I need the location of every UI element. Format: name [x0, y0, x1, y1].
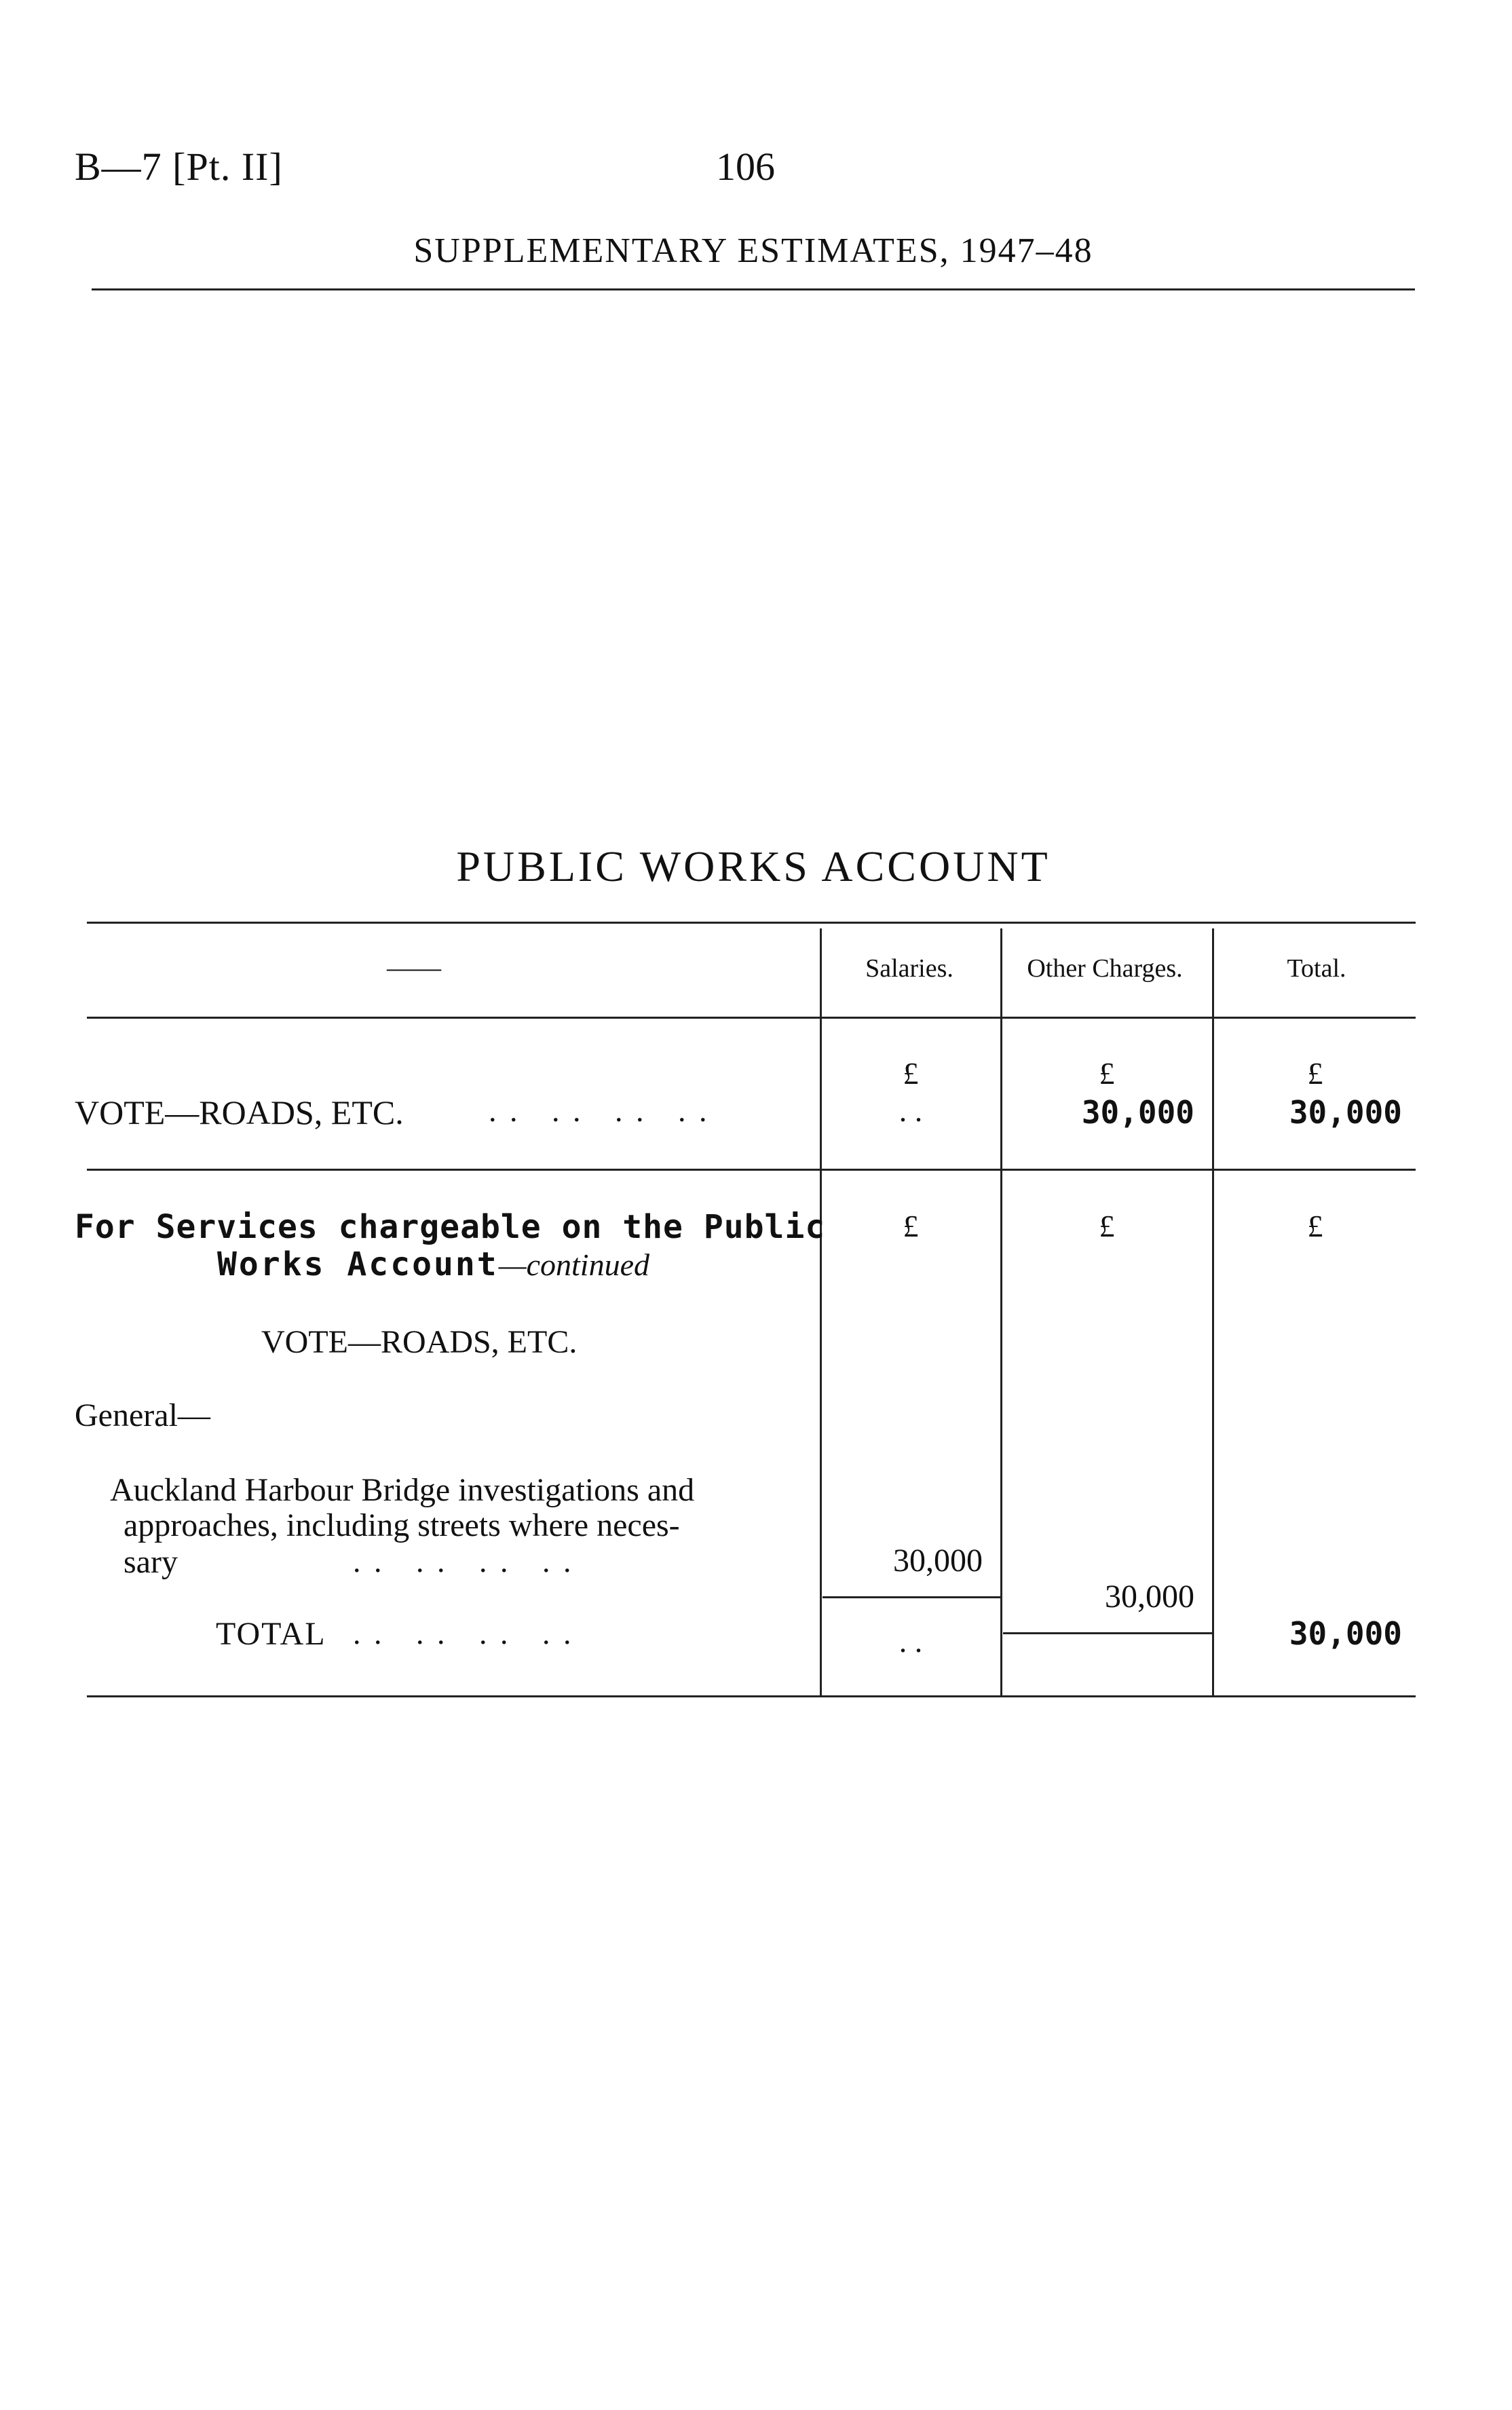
table-top-rule	[87, 922, 1416, 924]
item-other: 30,000	[1105, 1579, 1194, 1615]
page-ref: B—7 [Pt. II]	[75, 145, 283, 189]
summary-other: 30,000	[1081, 1094, 1194, 1131]
salaries-subtotal-rule	[823, 1596, 1000, 1598]
total-salaries: . .	[899, 1624, 923, 1659]
item-salaries: 30,000	[893, 1543, 983, 1579]
other-subtotal-rule	[1003, 1632, 1212, 1634]
summary-currency-salaries: £	[903, 1056, 919, 1091]
item-line-1: Auckland Harbour Bridge investigations and	[110, 1472, 695, 1508]
col-divider-3	[1212, 928, 1214, 1695]
detail-currency-salaries: £	[903, 1209, 919, 1243]
detail-group-label: General—	[75, 1397, 210, 1433]
detail-vote-label: VOTE—ROADS, ETC.	[261, 1324, 578, 1360]
detail-currency-other: £	[1099, 1209, 1115, 1243]
col-header-desc: ——	[387, 952, 441, 983]
item-leader-dots: . . . . . . . .	[353, 1544, 574, 1579]
total-value: 30,000	[1289, 1615, 1402, 1652]
detail-heading-italic: —continued	[498, 1247, 649, 1282]
detail-heading-bold: Works Account	[217, 1245, 499, 1283]
page-number: 106	[716, 145, 775, 189]
detail-currency-total: £	[1307, 1209, 1323, 1243]
running-title: SUPPLEMENTARY ESTIMATES, 1947–48	[413, 231, 1093, 270]
summary-currency-other: £	[1099, 1056, 1115, 1091]
item-line-3: sary	[124, 1544, 178, 1580]
detail-heading-line2	[217, 1245, 649, 1283]
total-leader-dots: . . . . . . . .	[353, 1616, 574, 1651]
header-bottom-rule	[87, 1017, 1416, 1019]
col-header-total: Total.	[1287, 954, 1346, 983]
item-line-2: approaches, including streets where neces-	[124, 1507, 680, 1543]
header-rule	[92, 288, 1415, 290]
summary-leader-dots: . . . . . . . .	[489, 1093, 710, 1128]
total-label: TOTAL	[216, 1616, 326, 1652]
col-header-other: Other Charges.	[1027, 954, 1183, 983]
col-header-salaries: Salaries.	[865, 954, 953, 983]
summary-salaries: . .	[899, 1093, 923, 1128]
summary-bottom-rule	[87, 1169, 1416, 1171]
summary-total: 30,000	[1289, 1094, 1402, 1131]
summary-currency-total: £	[1307, 1056, 1323, 1091]
detail-heading-line1: For Services chargeable on the Public	[75, 1208, 826, 1246]
table-bottom-rule	[87, 1695, 1416, 1697]
summary-label: VOTE—ROADS, ETC.	[75, 1093, 404, 1131]
col-divider-1	[820, 928, 822, 1695]
section-title: PUBLIC WORKS ACCOUNT	[456, 842, 1051, 890]
